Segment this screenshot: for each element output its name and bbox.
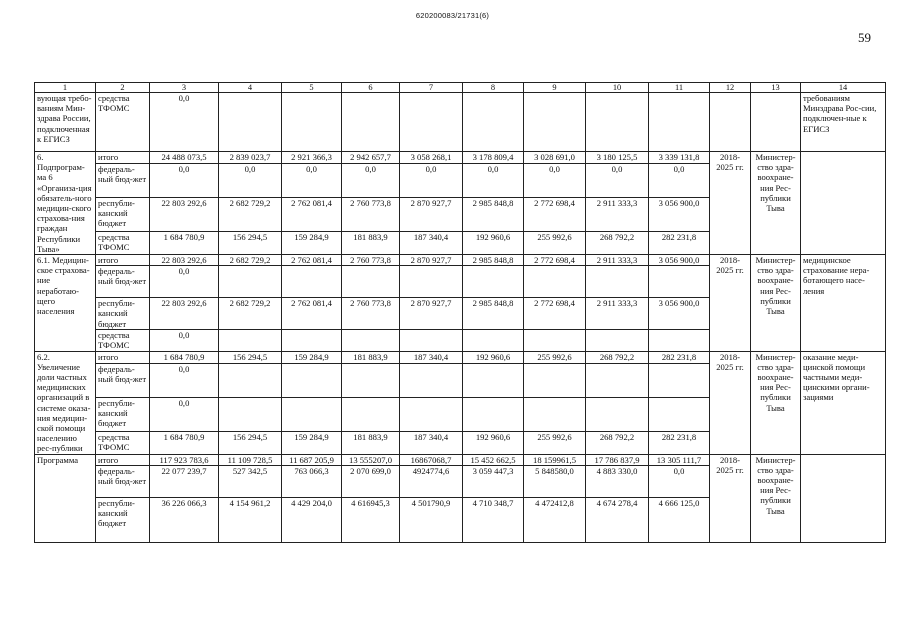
value-cell: 192 960,6: [463, 232, 524, 255]
value-cell: 527 342,5: [219, 465, 282, 497]
value-cell: 159 284,9: [282, 431, 342, 454]
table-row: [35, 351, 886, 363]
column-header: 11: [649, 83, 710, 93]
column-header: 10: [586, 83, 649, 93]
funding-source-cell: итого: [96, 152, 150, 164]
value-cell: 2 772 698,4: [524, 255, 586, 266]
column-header: 14: [801, 83, 886, 93]
funding-source-cell: федераль-ный бюд-жет: [96, 465, 150, 497]
value-cell: 2 760 773,8: [342, 198, 400, 232]
page-number: 59: [858, 30, 871, 45]
value-cell: 0,0: [150, 163, 219, 197]
column-header: 3: [150, 83, 219, 93]
value-cell: 156 294,5: [219, 431, 282, 454]
column-header: 7: [400, 83, 463, 93]
value-cell: [649, 266, 710, 298]
value-cell: [524, 266, 586, 298]
funding-source-cell: федераль-ный бюд-жет: [96, 266, 150, 298]
value-cell: 2 985 848,8: [463, 198, 524, 232]
funding-source-cell: средства ТФОМС: [96, 330, 150, 351]
column-header: 6: [342, 83, 400, 93]
value-cell: 22 077 239,7: [150, 465, 219, 497]
value-cell: [400, 397, 463, 431]
value-cell: 22 803 292,6: [150, 255, 219, 266]
value-cell: 2 839 023,7: [219, 152, 282, 164]
value-cell: 0,0: [463, 163, 524, 197]
header-row: [35, 83, 886, 93]
value-cell: [586, 266, 649, 298]
funding-source-cell: средства ТФОМС: [96, 93, 150, 152]
column-header: 12: [710, 83, 751, 93]
value-cell: 192 960,6: [463, 351, 524, 363]
period-cell: 2018-2025 гг.: [710, 454, 751, 542]
executor-cell: Министер-ство здра-воохране-ния Рес-публики Тыва: [751, 351, 801, 454]
funding-source-cell: республи-канский бюджет: [96, 198, 150, 232]
value-cell: 0,0: [150, 330, 219, 351]
value-cell: [219, 363, 282, 397]
value-cell: [649, 397, 710, 431]
value-cell: 187 340,4: [400, 431, 463, 454]
value-cell: 2 762 081,4: [282, 255, 342, 266]
value-cell: 2 870 927,7: [400, 298, 463, 330]
value-cell: [342, 330, 400, 351]
funding-source-cell: республи-канский бюджет: [96, 497, 150, 542]
value-cell: [649, 363, 710, 397]
measure-name-cell: вующая требо-ваниям Мин-здрава России, подключенная к ЕГИСЗ: [35, 93, 96, 152]
funding-source-cell: итого: [96, 351, 150, 363]
value-cell: [586, 363, 649, 397]
measure-name-cell: 6. Подпрограм-ма 6 «Организа-ция обязатель-ного медицин-ского страхова-ния граждан Республики Тыва»: [35, 152, 96, 255]
value-cell: 4 710 348,7: [463, 497, 524, 542]
value-cell: 3 058 268,1: [400, 152, 463, 164]
value-cell: [342, 363, 400, 397]
executor-cell: Министер-ство здра-воохране-ния Рес-публики Тыва: [751, 255, 801, 352]
value-cell: 0,0: [524, 163, 586, 197]
funding-source-cell: итого: [96, 454, 150, 465]
value-cell: 15 452 662,5: [463, 454, 524, 465]
value-cell: 2 911 333,3: [586, 298, 649, 330]
column-header: 4: [219, 83, 282, 93]
value-cell: [219, 266, 282, 298]
value-cell: 2 870 927,7: [400, 198, 463, 232]
value-cell: 11 687 205,9: [282, 454, 342, 465]
value-cell: 255 992,6: [524, 232, 586, 255]
value-cell: 2 772 698,4: [524, 198, 586, 232]
value-cell: [586, 330, 649, 351]
value-cell: 3 180 125,5: [586, 152, 649, 164]
value-cell: 0,0: [150, 397, 219, 431]
table-row: [35, 454, 886, 465]
value-cell: 2 070 699,0: [342, 465, 400, 497]
value-cell: [400, 363, 463, 397]
value-cell: 2 985 848,8: [463, 255, 524, 266]
table-row: [35, 93, 886, 152]
value-cell: 3 028 691,0: [524, 152, 586, 164]
value-cell: 117 923 783,6: [150, 454, 219, 465]
value-cell: 4 154 961,2: [219, 497, 282, 542]
value-cell: 4 472412,8: [524, 497, 586, 542]
document-id: 620200083/21731(6): [415, 11, 490, 20]
funding-source-cell: республи-канский бюджет: [96, 397, 150, 431]
value-cell: 4924774,6: [400, 465, 463, 497]
value-cell: 763 066,3: [282, 465, 342, 497]
value-cell: 156 294,5: [219, 351, 282, 363]
value-cell: 255 992,6: [524, 431, 586, 454]
value-cell: 282 231,8: [649, 232, 710, 255]
period-cell: 2018-2025 гг.: [710, 255, 751, 352]
value-cell: 4 616945,3: [342, 497, 400, 542]
value-cell: 3 339 131,8: [649, 152, 710, 164]
value-cell: 2 762 081,4: [282, 198, 342, 232]
measure-name-cell: Программа: [35, 454, 96, 542]
value-cell: [400, 266, 463, 298]
value-cell: 0,0: [649, 163, 710, 197]
value-cell: 2 921 366,3: [282, 152, 342, 164]
value-cell: 4 666 125,0: [649, 497, 710, 542]
value-cell: [282, 330, 342, 351]
value-cell: 3 178 809,4: [463, 152, 524, 164]
value-cell: 2 682 729,2: [219, 198, 282, 232]
table-row: [35, 255, 886, 266]
value-cell: 282 231,8: [649, 351, 710, 363]
value-cell: [219, 330, 282, 351]
value-cell: 3 056 900,0: [649, 298, 710, 330]
column-header: 5: [282, 83, 342, 93]
value-cell: 4 429 204,0: [282, 497, 342, 542]
value-cell: [463, 397, 524, 431]
value-cell: 187 340,4: [400, 232, 463, 255]
value-cell: [463, 266, 524, 298]
value-cell: 36 226 066,3: [150, 497, 219, 542]
value-cell: 2 870 927,7: [400, 255, 463, 266]
value-cell: 2 760 773,8: [342, 255, 400, 266]
value-cell: 3 056 900,0: [649, 255, 710, 266]
period-cell: 2018-2025 гг.: [710, 152, 751, 255]
value-cell: 22 803 292,6: [150, 298, 219, 330]
value-cell: [649, 330, 710, 351]
value-cell: 181 883,9: [342, 232, 400, 255]
value-cell: 16867068,7: [400, 454, 463, 465]
measure-name-cell: 6.1. Медицин-ское страхова-ние неработаю-щего населения: [35, 255, 96, 352]
value-cell: 2 942 657,7: [342, 152, 400, 164]
value-cell: 2 682 729,2: [219, 298, 282, 330]
funding-source-cell: республи-канский бюджет: [96, 298, 150, 330]
result-cell: требованиям Минздрава Рос-сии, подключен-ные к ЕГИСЗ: [801, 93, 886, 152]
value-cell: [342, 397, 400, 431]
value-cell: [463, 363, 524, 397]
value-cell: [524, 397, 586, 431]
value-cell: 181 883,9: [342, 431, 400, 454]
value-cell: 156 294,5: [219, 232, 282, 255]
value-cell: 0,0: [150, 93, 219, 152]
value-cell: 2 760 773,8: [342, 298, 400, 330]
value-cell: 181 883,9: [342, 351, 400, 363]
result-cell: [801, 454, 886, 542]
column-header: 2: [96, 83, 150, 93]
period-cell: 2018-2025 гг.: [710, 351, 751, 454]
value-cell: 0,0: [400, 163, 463, 197]
value-cell: [282, 397, 342, 431]
value-cell: 0,0: [586, 163, 649, 197]
value-cell: 268 792,2: [586, 351, 649, 363]
value-cell: 159 284,9: [282, 351, 342, 363]
measure-name-cell: 6.2. Увеличение доли частных медицинских организаций в системе оказа-ния медицин-ской помощи населению рес-публики: [35, 351, 96, 454]
value-cell: 4 501790,9: [400, 497, 463, 542]
value-cell: 11 109 728,5: [219, 454, 282, 465]
value-cell: [342, 266, 400, 298]
funding-source-cell: федераль-ный бюд-жет: [96, 163, 150, 197]
funding-source-cell: федераль-ный бюд-жет: [96, 363, 150, 397]
value-cell: [586, 397, 649, 431]
value-cell: 2 762 081,4: [282, 298, 342, 330]
value-cell: 1 684 780,9: [150, 431, 219, 454]
value-cell: 255 992,6: [524, 351, 586, 363]
value-cell: 2 772 698,4: [524, 298, 586, 330]
value-cell: 13 555207,0: [342, 454, 400, 465]
value-cell: [524, 363, 586, 397]
value-cell: 2 985 848,8: [463, 298, 524, 330]
value-cell: 18 159961,5: [524, 454, 586, 465]
value-cell: 282 231,8: [649, 431, 710, 454]
value-cell: 0,0: [150, 266, 219, 298]
column-header: 13: [751, 83, 801, 93]
funding-source-cell: средства ТФОМС: [96, 232, 150, 255]
column-header: 8: [463, 83, 524, 93]
value-cell: 192 960,6: [463, 431, 524, 454]
executor-cell: Министер-ство здра-воохране-ния Рес-публики Тыва: [751, 454, 801, 542]
value-cell: 1 684 780,9: [150, 351, 219, 363]
value-cell: [219, 397, 282, 431]
value-cell: 17 786 837,9: [586, 454, 649, 465]
funding-source-cell: итого: [96, 255, 150, 266]
value-cell: 187 340,4: [400, 351, 463, 363]
value-cell: 0,0: [282, 163, 342, 197]
value-cell: [524, 330, 586, 351]
value-cell: 159 284,9: [282, 232, 342, 255]
executor-cell: Министер-ство здра-воохране-ния Рес-публики Тыва: [751, 152, 801, 255]
value-cell: 0,0: [150, 363, 219, 397]
value-cell: 268 792,2: [586, 232, 649, 255]
result-cell: [801, 152, 886, 255]
value-cell: 0,0: [219, 163, 282, 197]
result-cell: медицинское страхование нера-ботающего насе-ления: [801, 255, 886, 352]
value-cell: 22 803 292,6: [150, 198, 219, 232]
value-cell: 268 792,2: [586, 431, 649, 454]
column-header: 9: [524, 83, 586, 93]
value-cell: 5 848580,0: [524, 465, 586, 497]
value-cell: 0,0: [342, 163, 400, 197]
value-cell: [282, 363, 342, 397]
value-cell: 24 488 073,5: [150, 152, 219, 164]
value-cell: 2 911 333,3: [586, 198, 649, 232]
value-cell: 2 682 729,2: [219, 255, 282, 266]
value-cell: 4 674 278,4: [586, 497, 649, 542]
value-cell: 3 056 900,0: [649, 198, 710, 232]
column-header: 1: [35, 83, 96, 93]
value-cell: 4 883 330,0: [586, 465, 649, 497]
value-cell: 0,0: [649, 465, 710, 497]
funding-source-cell: средства ТФОМС: [96, 431, 150, 454]
value-cell: 1 684 780,9: [150, 232, 219, 255]
budget-table: [34, 82, 886, 543]
table-row: [35, 152, 886, 164]
value-cell: 3 059 447,3: [463, 465, 524, 497]
value-cell: 2 911 333,3: [586, 255, 649, 266]
value-cell: [282, 266, 342, 298]
value-cell: [400, 330, 463, 351]
value-cell: [463, 330, 524, 351]
result-cell: оказание меди-цинской помощи частными меди-цинскими органи-зациями: [801, 351, 886, 454]
value-cell: 13 305 111,7: [649, 454, 710, 465]
